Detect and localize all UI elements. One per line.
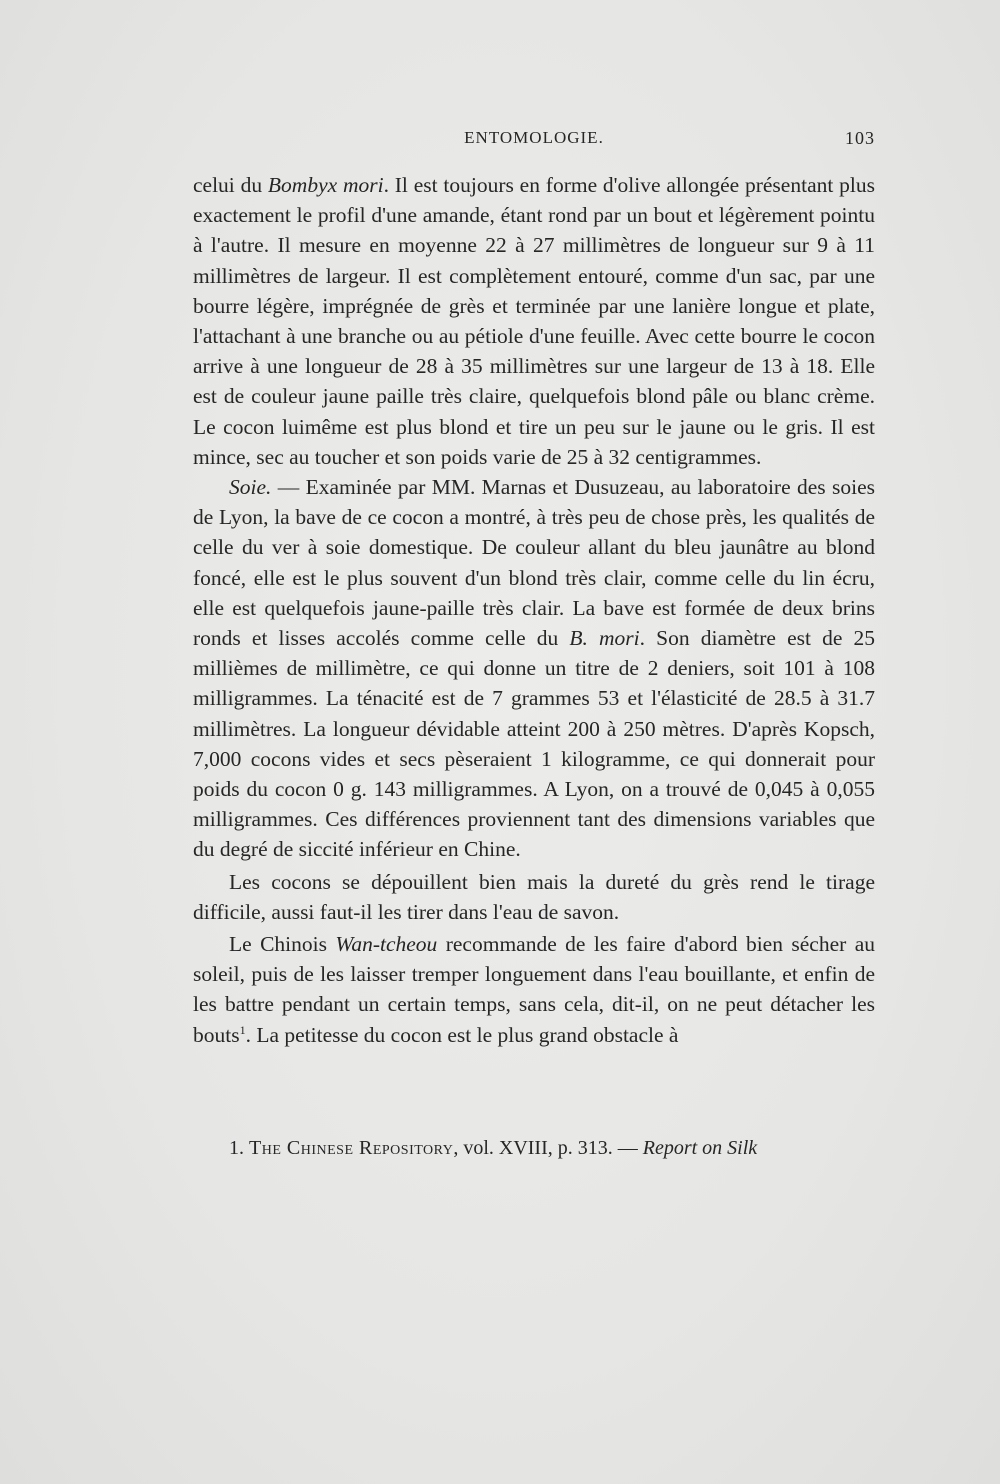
species-abbrev: B. mori — [569, 626, 640, 651]
footnote-number: 1. — [229, 1137, 249, 1159]
page-header-title: ENTOMOLOGIE. — [464, 128, 604, 147]
species-name: Bombyx mori — [267, 173, 384, 197]
text-run: . La petitesse du cocon est le plus grand obstacle à — [245, 1022, 679, 1047]
text-run: . Il est toujours en forme d'olive allongée présentant plus exactement le profil d'une amande, étant rond par un bout et légèrement pointu à l'autre. Il mesure en moyenne 22 à 27 millimètres de longueur sur 9 à 11 millimètres de largeur. Il est complètement entouré, comme d'un sac, par une bourre légère, imprégnée de grès et terminée par une lanière longue et plate, l'attachant à une branche ou au pétiole d'une feuille. Avec cette bourre le cocon arrive à une longueur de 28 à 35 millimètres sur une largeur de 13 à 18. Elle est de couleur jaune paille très claire, quelquefois blond pâle ou blanc crème. Le cocon luimême est plus blond et tire un peu sur le jaune ou le gris. Il est mince, sec au toucher et son poids varie de 25 à 32 centigrammes. — [193, 173, 875, 469]
paragraph-reeling: Les cocons se dépouillent bien mais la dureté du grès rend le tirage difficile, aussi faut-il les tirer dans l'eau de savon. — [193, 869, 875, 924]
text-run: . Son diamètre est de 25 millièmes de millimètre, ce qui donne un titre de 2 deniers, soit 101 à 108 milligrammes. La ténacité est de 7 grammes 53 et l'élasticité de 28.5 à 31.7 millimètres. La longueur dévidable atteint 200 à 250 mètres. D'après Kopsch, 7,000 cocons vides et secs pèseraient 1 kilogramme, ce qui donnerait pour poids du cocon 0 g. 143 milligrammes. A Lyon, on a trouvé de 0,045 à 0,055 milligrammes. Ces différences proviennent tant des dimensions variables que du degré de siccité inférieur en Chine. — [193, 626, 876, 862]
text-run: celui du — [193, 173, 268, 197]
section-heading-soie: Soie. — [229, 475, 272, 500]
footnote-marker: 1 — [239, 1022, 246, 1037]
footnote-title: Report on Silk — [642, 1137, 758, 1159]
text-run: — Examinée par MM. Marnas et Dusuzeau, au laboratoire des soies de Lyon, la bave de ce cocon a montré, à très peu de chose près, les qualités de celle du ver à soie domestique. De couleur allant du bleu jaunâtre au blond foncé, elle est le plus souvent d'un blond très clair, comme celle du lin écru, elle est quelquefois jaune-paille très clair. La bave est formée de deux brins ronds et lisses accolés comme celle du — [193, 475, 875, 651]
body-text — [193, 170, 875, 1050]
paragraph-silk — [193, 472, 875, 865]
paragraph-wan-tcheou — [193, 929, 875, 1050]
paragraph-cocoon-description — [193, 170, 875, 472]
text-run: recommande de les faire d'abord bien sécher au soleil, puis de les laisser tremper longuement dans l'eau bouillante, et enfin de les battre pendant un certain temps, sans cela, dit-il, on ne peut détacher les bouts — [193, 932, 875, 1047]
footnote-reference: , vol. XVIII, p. 313. — — [453, 1137, 643, 1159]
author-name: Wan-tcheou — [335, 932, 438, 957]
footnote-source: The Chinese Repository — [249, 1137, 454, 1159]
text-run: Le Chinois — [229, 932, 336, 957]
running-head — [193, 128, 875, 152]
footnote — [193, 1134, 875, 1162]
page-number: 103 — [845, 128, 875, 148]
